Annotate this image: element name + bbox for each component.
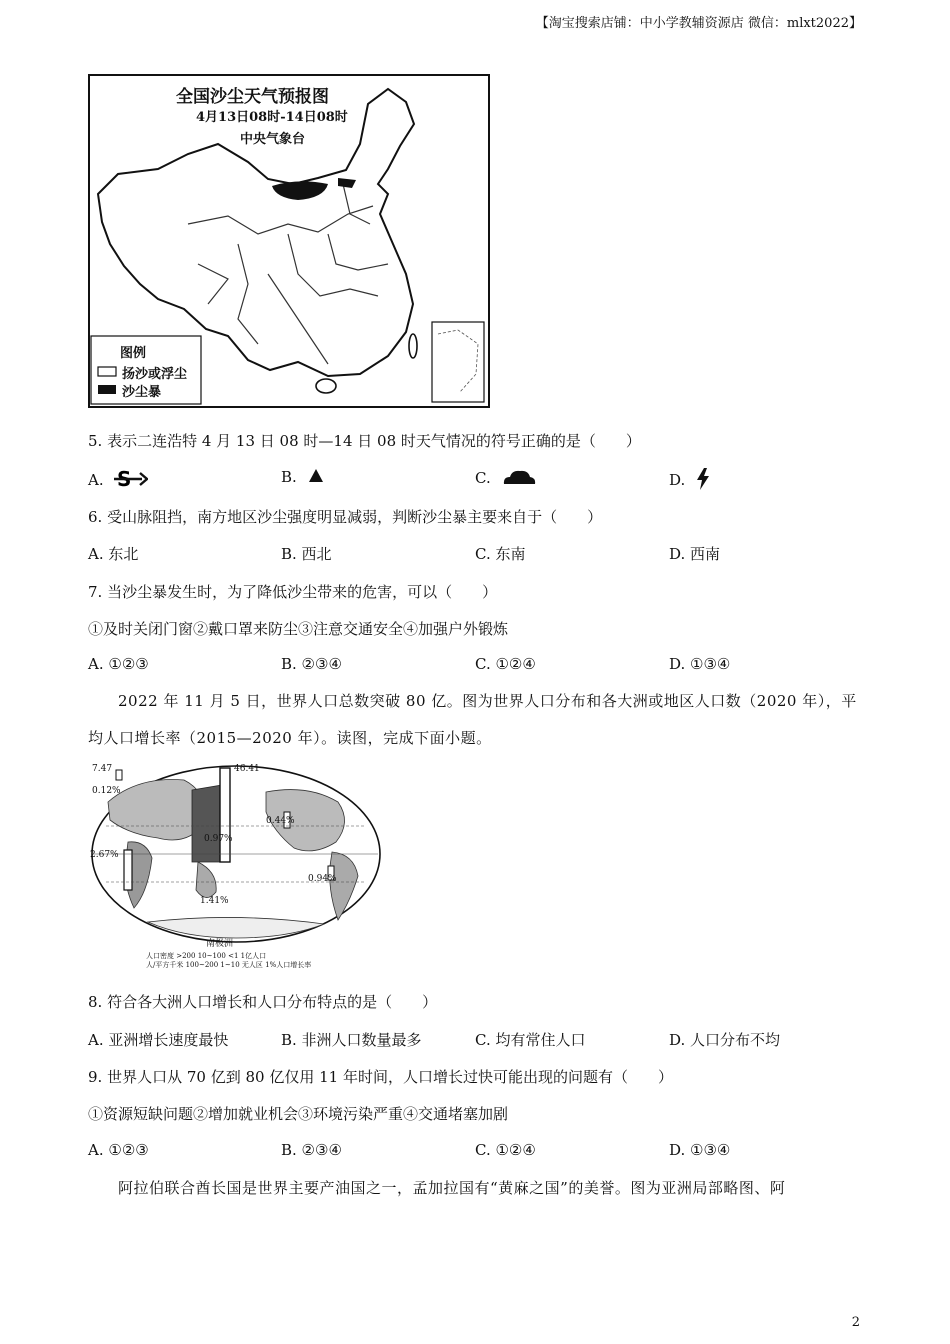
- q9-option-a[interactable]: A. ①②③: [88, 1141, 149, 1159]
- map2-label-9: 南极洲: [206, 939, 234, 949]
- q7-option-a[interactable]: A. ①②③: [88, 655, 149, 673]
- map1-legend-title: 图例: [120, 346, 147, 361]
- map2-label-5: 0.44%: [266, 816, 295, 826]
- q5-option-c[interactable]: [475, 468, 536, 490]
- q9-option-d[interactable]: D. ①③④: [669, 1141, 731, 1159]
- q7-option-b[interactable]: B. ②③④: [281, 655, 342, 673]
- legend-density-1: >200: [176, 952, 196, 960]
- intro-paragraph-population: 2022 年 11 月 5 日，世界人口总数突破 80 亿。图为世界人口分布和各大洲或地区人口数（2020 年），平均人口增长率（2015—2020 年）。读图，完成下面小题。: [88, 692, 857, 747]
- q5-option-c-label: C.: [475, 469, 491, 487]
- map2-label-6: 0.97%: [204, 834, 233, 844]
- q6-stem: 6. 受山脉阻挡，南方地区沙尘强度明显减弱，判断沙尘暴主要来自于（ ）: [88, 508, 603, 526]
- intro-paragraph-asia: 阿拉伯联合酋长国是世界主要产油国之一，孟加拉国有“黄麻之国”的美誉。图为亚洲局部略图、阿: [118, 1179, 786, 1197]
- legend-density-2: 10~100: [197, 952, 226, 960]
- map2-label-4: 46.41: [234, 764, 260, 774]
- q8-option-a[interactable]: A. 亚洲增长速度最快: [88, 1031, 229, 1049]
- page-number: 2: [851, 1315, 860, 1330]
- q8-stem: 8. 符合各大洲人口增长和人口分布特点的是（ ）: [88, 993, 438, 1011]
- map2-label-1: 7.47: [92, 764, 113, 774]
- q9-option-b[interactable]: B. ②③④: [281, 1141, 342, 1159]
- map2-label-3: 2.67%: [90, 850, 119, 860]
- dust-forecast-map: [88, 74, 492, 410]
- q5-option-b-label: B.: [281, 468, 297, 486]
- map1-legend-item-sandstorm: 沙尘暴: [122, 385, 162, 400]
- map1-time: 4月13日08时-14日08时: [196, 110, 348, 125]
- q7-items: ①及时关闭门窗②戴口罩来防尘③注意交通安全④加强户外锻炼: [88, 620, 509, 638]
- map2-label-2: 0.12%: [92, 786, 121, 796]
- q5-option-d[interactable]: [669, 468, 710, 494]
- q9-items: ①资源短缺问题②增加就业机会③环境污染严重④交通堵塞加剧: [88, 1105, 509, 1123]
- map1-title: 全国沙尘天气预报图: [176, 87, 329, 107]
- legend-density-3: <1: [228, 952, 239, 960]
- cloud-icon: [502, 468, 536, 490]
- q5-option-d-label: D.: [669, 471, 686, 489]
- q9-option-c[interactable]: C. ①②④: [475, 1141, 536, 1159]
- legend-density-5: 1~10: [220, 961, 240, 969]
- map2-label-7: 0.94%: [308, 874, 337, 884]
- map2-legend: [146, 952, 382, 970]
- triangle-icon: [308, 468, 324, 488]
- world-population-map: [88, 762, 384, 974]
- legend-population-unit: 1亿人口: [240, 952, 267, 960]
- legend-density-title: 人口密度: [146, 952, 174, 960]
- q6-option-c[interactable]: C. 东南: [475, 545, 526, 563]
- svg-text:S: S: [117, 468, 132, 490]
- q8-option-b[interactable]: B. 非洲人口数量最多: [281, 1031, 422, 1049]
- legend-density-unit: 人/平方千米: [146, 961, 184, 969]
- q7-option-d[interactable]: D. ①③④: [669, 655, 731, 673]
- q5-option-a[interactable]: [88, 468, 148, 494]
- map1-legend-item-dust: 扬沙或浮尘: [122, 367, 188, 382]
- q5-option-b[interactable]: [281, 468, 324, 488]
- q6-option-a[interactable]: A. 东北: [88, 545, 139, 563]
- q8-option-d[interactable]: D. 人口分布不均: [669, 1031, 781, 1049]
- map1-source: 中央气象台: [240, 132, 306, 147]
- q5-stem: 5. 表示二连浩特 4 月 13 日 08 时—14 日 08 时天气情况的符号正确的是（ ）: [88, 432, 641, 450]
- q7-option-c[interactable]: C. ①②④: [475, 655, 536, 673]
- legend-density-4: 100~200: [185, 961, 219, 969]
- legend-growth-rate: 1%人口增长率: [265, 961, 312, 969]
- q7-stem: 7. 当沙尘暴发生时，为了降低沙尘带来的危害，可以（ ）: [88, 583, 498, 601]
- lightning-icon: [696, 468, 710, 494]
- q6-option-b[interactable]: B. 西北: [281, 545, 332, 563]
- q5-option-a-label: A.: [88, 471, 104, 489]
- q8-option-c[interactable]: C. 均有常住人口: [475, 1031, 586, 1049]
- page-header: 【淘宝搜索店铺：中小学教辅资源店 微信：mlxt2022】: [535, 16, 862, 31]
- q6-option-d[interactable]: D. 西南: [669, 545, 721, 563]
- map2-label-8: 1.41%: [200, 896, 229, 906]
- sandstorm-icon: [114, 468, 148, 494]
- legend-density-6: 无人区: [241, 961, 263, 969]
- q9-stem: 9. 世界人口从 70 亿到 80 亿仅用 11 年时间，人口增长过快可能出现的问题有（ ）: [88, 1068, 673, 1086]
